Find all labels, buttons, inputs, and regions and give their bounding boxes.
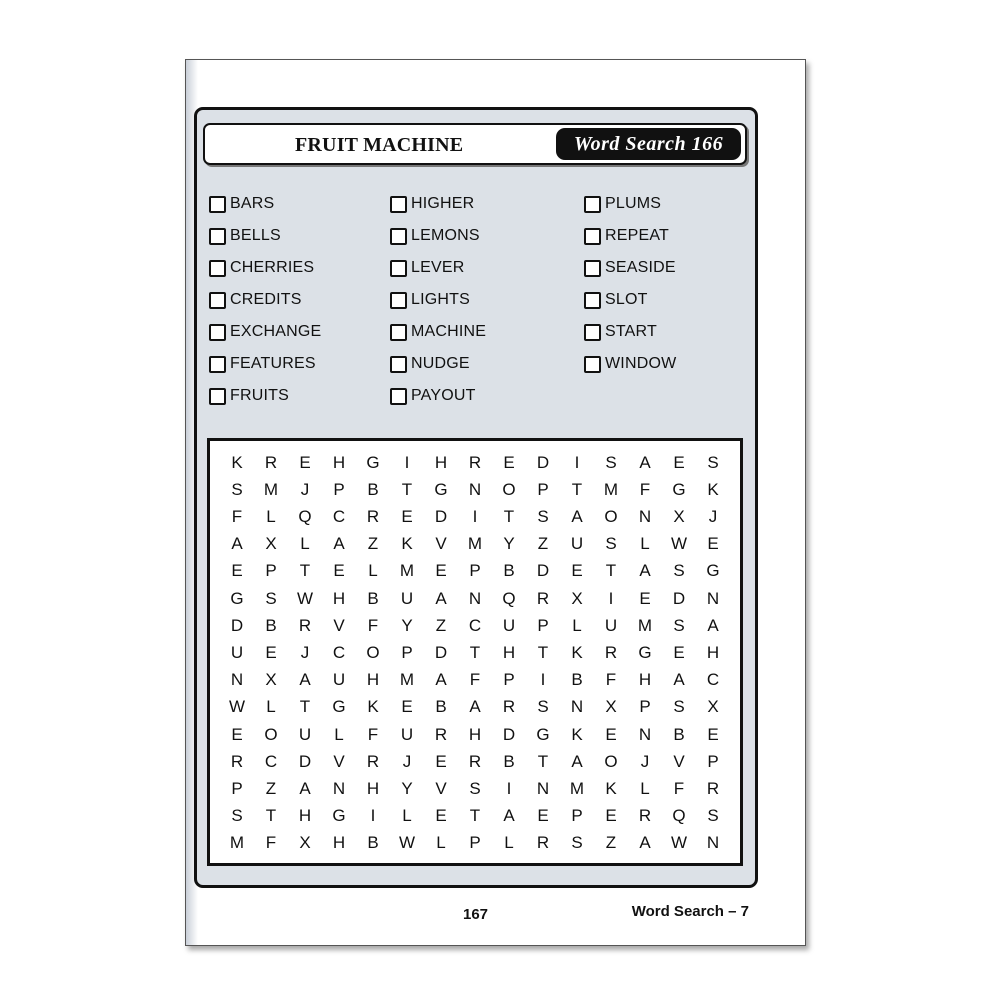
word-label: LEVER: [411, 259, 465, 276]
grid-letter[interactable]: J: [708, 506, 718, 526]
grid-letter[interactable]: D: [230, 615, 244, 635]
grid-letter[interactable]: F: [367, 615, 379, 635]
puzzle-number-badge: Word Search 166: [556, 128, 741, 160]
word-checkbox[interactable]: [584, 228, 601, 245]
grid-letter[interactable]: F: [367, 724, 379, 744]
grid-letter[interactable]: H: [638, 670, 652, 690]
grid-letter[interactable]: M: [467, 534, 483, 554]
grid-letter[interactable]: T: [401, 479, 413, 499]
grid-letter[interactable]: L: [266, 506, 276, 526]
word-item: [390, 316, 486, 348]
grid-letter[interactable]: L: [300, 534, 310, 554]
word-item: [390, 348, 486, 380]
grid-letter[interactable]: E: [435, 751, 447, 771]
grid-letter[interactable]: N: [536, 778, 550, 798]
grid-letter[interactable]: E: [503, 452, 515, 472]
grid-letter[interactable]: H: [502, 642, 516, 662]
grid-letter[interactable]: M: [399, 670, 415, 690]
grid-letter[interactable]: A: [503, 806, 515, 826]
grid-letter[interactable]: B: [367, 479, 379, 499]
grid-letter[interactable]: N: [230, 670, 244, 690]
grid-letter[interactable]: A: [639, 452, 651, 472]
grid-letter[interactable]: Y: [401, 615, 413, 635]
word-item: [209, 188, 321, 220]
book-page: [185, 59, 806, 946]
word-item: [390, 252, 486, 284]
grid-letter[interactable]: Q: [502, 588, 516, 608]
word-checkbox[interactable]: [390, 388, 407, 405]
word-item: [209, 380, 321, 412]
grid-letter[interactable]: V: [435, 534, 447, 554]
grid-letter[interactable]: S: [469, 778, 481, 798]
grid-letter[interactable]: V: [435, 778, 447, 798]
word-label: SLOT: [605, 291, 648, 308]
grid-letter[interactable]: T: [503, 506, 515, 526]
grid-letter[interactable]: D: [536, 452, 550, 472]
grid-letter[interactable]: H: [434, 452, 448, 472]
grid-letter[interactable]: B: [503, 561, 515, 581]
grid-letter[interactable]: G: [706, 561, 720, 581]
grid-letter[interactable]: A: [469, 697, 481, 717]
grid-letter[interactable]: S: [231, 806, 243, 826]
grid-letter[interactable]: F: [639, 479, 651, 499]
grid-letter[interactable]: E: [231, 561, 243, 581]
grid-letter[interactable]: Z: [605, 833, 617, 853]
grid-letter[interactable]: G: [638, 642, 652, 662]
grid-letter[interactable]: R: [366, 506, 380, 526]
word-item: [209, 252, 321, 284]
grid-letter[interactable]: H: [366, 670, 380, 690]
word-label: START: [605, 323, 657, 340]
grid-letter[interactable]: N: [332, 778, 346, 798]
grid-letter[interactable]: W: [296, 588, 314, 608]
word-column-1: [209, 188, 321, 412]
grid-letter[interactable]: N: [468, 479, 482, 499]
grid-letter[interactable]: R: [298, 615, 312, 635]
grid-letter[interactable]: R: [536, 833, 550, 853]
grid-letter[interactable]: P: [401, 642, 413, 662]
grid-letter[interactable]: E: [401, 506, 413, 526]
grid-letter[interactable]: I: [404, 452, 410, 472]
grid-letter[interactable]: D: [434, 642, 448, 662]
word-item: [209, 316, 321, 348]
grid-letter[interactable]: V: [333, 615, 345, 635]
grid-letter[interactable]: X: [265, 670, 277, 690]
grid-letter[interactable]: H: [468, 724, 482, 744]
grid-letter[interactable]: S: [537, 506, 549, 526]
word-item: [209, 284, 321, 316]
grid-letter[interactable]: W: [670, 833, 688, 853]
word-checkbox[interactable]: [209, 292, 226, 309]
grid-letter[interactable]: S: [673, 697, 685, 717]
grid-letter[interactable]: L: [504, 833, 514, 853]
word-checkbox[interactable]: [209, 260, 226, 277]
grid-letter[interactable]: U: [570, 534, 584, 554]
grid-letter[interactable]: P: [469, 833, 481, 853]
grid-letter[interactable]: P: [571, 806, 583, 826]
grid-letter[interactable]: R: [230, 751, 244, 771]
grid-letter[interactable]: M: [637, 615, 653, 635]
grid-letter[interactable]: A: [673, 670, 685, 690]
grid-letter[interactable]: E: [435, 806, 447, 826]
grid-letter[interactable]: X: [673, 506, 685, 526]
grid-letter[interactable]: T: [537, 642, 549, 662]
letter-grid: [207, 438, 743, 866]
grid-letter[interactable]: U: [298, 724, 312, 744]
grid-letter[interactable]: L: [572, 615, 582, 635]
word-checkbox[interactable]: [584, 196, 601, 213]
grid-letter[interactable]: U: [230, 642, 244, 662]
word-label: FRUITS: [230, 387, 289, 404]
grid-letter[interactable]: R: [264, 452, 278, 472]
grid-letter[interactable]: I: [574, 452, 580, 472]
grid-letter[interactable]: Y: [503, 534, 515, 554]
grid-letter[interactable]: W: [228, 697, 246, 717]
word-label: CHERRIES: [230, 259, 315, 276]
grid-letter[interactable]: A: [707, 615, 719, 635]
word-checkbox[interactable]: [209, 196, 226, 213]
word-item: [390, 380, 486, 412]
grid-letter[interactable]: I: [472, 506, 478, 526]
grid-letter[interactable]: T: [299, 561, 311, 581]
grid-letter[interactable]: O: [604, 506, 618, 526]
grid-letter[interactable]: K: [571, 724, 583, 744]
grid-letter[interactable]: P: [503, 670, 515, 690]
word-label: MACHINE: [411, 323, 487, 340]
grid-letter[interactable]: T: [537, 751, 549, 771]
grid-letter[interactable]: E: [333, 561, 345, 581]
grid-letter[interactable]: E: [639, 588, 651, 608]
grid-letter[interactable]: A: [299, 778, 311, 798]
grid-letter[interactable]: L: [436, 833, 446, 853]
grid-letter[interactable]: E: [707, 534, 719, 554]
grid-letter[interactable]: I: [506, 778, 512, 798]
word-item: [584, 284, 676, 316]
grid-letter[interactable]: C: [706, 670, 720, 690]
grid-letter[interactable]: T: [571, 479, 583, 499]
word-label: WINDOW: [605, 355, 677, 372]
grid-letter[interactable]: C: [332, 506, 346, 526]
grid-letter[interactable]: Z: [435, 615, 447, 635]
grid-letter[interactable]: J: [300, 642, 310, 662]
grid-letter[interactable]: T: [605, 561, 617, 581]
grid-letter[interactable]: N: [468, 588, 482, 608]
word-item: [390, 188, 486, 220]
grid-letter[interactable]: X: [265, 534, 277, 554]
grid-letter[interactable]: R: [502, 697, 516, 717]
word-item: [390, 220, 486, 252]
grid-letter[interactable]: E: [673, 642, 685, 662]
word-checkbox[interactable]: [390, 260, 407, 277]
grid-letter[interactable]: P: [469, 561, 481, 581]
word-checkbox[interactable]: [584, 292, 601, 309]
grid-letter[interactable]: E: [707, 724, 719, 744]
word-label: FEATURES: [230, 355, 316, 372]
grid-letter[interactable]: S: [707, 806, 719, 826]
word-item: [584, 220, 676, 252]
grid-letter[interactable]: L: [368, 561, 378, 581]
grid-letter[interactable]: X: [571, 588, 583, 608]
grid-letter[interactable]: T: [265, 806, 277, 826]
grid-letter[interactable]: M: [399, 561, 415, 581]
word-checkbox[interactable]: [390, 196, 407, 213]
grid-letter[interactable]: G: [366, 452, 380, 472]
word-item: [584, 316, 676, 348]
grid-letter[interactable]: J: [402, 751, 412, 771]
grid-letter[interactable]: G: [672, 479, 686, 499]
grid-letter[interactable]: F: [265, 833, 277, 853]
word-label: PAYOUT: [411, 387, 476, 404]
grid-letter[interactable]: Q: [298, 506, 312, 526]
grid-letter[interactable]: B: [435, 697, 447, 717]
grid-letter[interactable]: I: [540, 670, 546, 690]
word-checkbox[interactable]: [584, 260, 601, 277]
grid-letter[interactable]: W: [670, 534, 688, 554]
grid-letter[interactable]: X: [605, 697, 617, 717]
word-item: [584, 348, 676, 380]
word-checkbox[interactable]: [584, 324, 601, 341]
grid-letter[interactable]: R: [638, 806, 652, 826]
word-label: BARS: [230, 195, 275, 212]
grid-letter[interactable]: K: [231, 452, 243, 472]
grid-letter[interactable]: A: [231, 534, 243, 554]
grid-letter[interactable]: A: [639, 833, 651, 853]
book-title: Word Search – 7: [631, 903, 749, 920]
grid-letter[interactable]: N: [706, 833, 720, 853]
grid-letter[interactable]: D: [672, 588, 686, 608]
word-checkbox[interactable]: [390, 292, 407, 309]
grid-letter[interactable]: A: [571, 751, 583, 771]
grid-letter[interactable]: E: [265, 642, 277, 662]
puzzle-panel: [194, 107, 758, 888]
word-item: [584, 252, 676, 284]
word-item: [584, 188, 676, 220]
grid-letter[interactable]: X: [299, 833, 311, 853]
word-column-3: [584, 188, 676, 380]
grid-letter[interactable]: S: [605, 534, 617, 554]
title-bar: [203, 123, 747, 165]
grid-letter[interactable]: J: [640, 751, 650, 771]
grid-letter[interactable]: R: [706, 778, 720, 798]
grid-letter[interactable]: O: [604, 751, 618, 771]
grid-letter[interactable]: P: [707, 751, 719, 771]
grid-letter[interactable]: S: [571, 833, 583, 853]
grid-letter[interactable]: C: [332, 642, 346, 662]
grid-letter[interactable]: E: [435, 561, 447, 581]
grid-letter[interactable]: T: [469, 806, 481, 826]
grid-letter[interactable]: A: [299, 670, 311, 690]
grid-letter[interactable]: U: [400, 588, 414, 608]
grid-letter[interactable]: V: [333, 751, 345, 771]
grid-letter[interactable]: H: [298, 806, 312, 826]
grid-letter[interactable]: K: [605, 778, 617, 798]
grid-letter[interactable]: S: [605, 452, 617, 472]
grid-letter[interactable]: H: [366, 778, 380, 798]
grid-letter[interactable]: E: [231, 724, 243, 744]
grid-letter[interactable]: O: [502, 479, 516, 499]
grid-letter[interactable]: G: [332, 697, 346, 717]
word-label: REPEAT: [605, 227, 670, 244]
grid-letter[interactable]: E: [605, 724, 617, 744]
grid-letter[interactable]: A: [639, 561, 651, 581]
grid-letter[interactable]: G: [332, 806, 346, 826]
word-checkbox[interactable]: [209, 356, 226, 373]
grid-letter[interactable]: W: [398, 833, 416, 853]
grid-letter[interactable]: I: [370, 806, 376, 826]
grid-letter[interactable]: T: [299, 697, 311, 717]
grid-letter[interactable]: P: [333, 479, 345, 499]
grid-letter[interactable]: F: [469, 670, 481, 690]
word-column-2: [390, 188, 486, 412]
page-number: 167: [463, 906, 489, 923]
grid-letter[interactable]: U: [400, 724, 414, 744]
grid-letter[interactable]: Z: [265, 778, 277, 798]
grid-letter[interactable]: Z: [367, 534, 379, 554]
grid-letter[interactable]: C: [264, 751, 278, 771]
grid-letter[interactable]: L: [640, 534, 650, 554]
word-checkbox[interactable]: [209, 388, 226, 405]
word-checkbox[interactable]: [584, 356, 601, 373]
grid-letter[interactable]: K: [571, 642, 583, 662]
grid-letter[interactable]: L: [266, 697, 276, 717]
grid-letter[interactable]: A: [435, 588, 447, 608]
grid-letter[interactable]: B: [571, 670, 583, 690]
word-item: [209, 348, 321, 380]
word-checkbox[interactable]: [209, 324, 226, 341]
grid-letter[interactable]: L: [402, 806, 412, 826]
grid-letter[interactable]: R: [468, 452, 482, 472]
grid-letter[interactable]: Y: [401, 778, 413, 798]
grid-letter[interactable]: N: [638, 724, 652, 744]
grid-letter[interactable]: N: [706, 588, 720, 608]
word-checkbox[interactable]: [209, 228, 226, 245]
grid-letter[interactable]: E: [537, 806, 549, 826]
grid-letter[interactable]: S: [673, 561, 685, 581]
grid-letter[interactable]: E: [401, 697, 413, 717]
grid-letter[interactable]: P: [537, 615, 549, 635]
grid-letter[interactable]: E: [673, 452, 685, 472]
grid-letter[interactable]: T: [469, 642, 481, 662]
grid-letter[interactable]: G: [230, 588, 244, 608]
grid-letter[interactable]: F: [605, 670, 617, 690]
grid-letter[interactable]: O: [264, 724, 278, 744]
grid-letter[interactable]: R: [536, 588, 550, 608]
word-checkbox[interactable]: [390, 324, 407, 341]
grid-letter[interactable]: R: [366, 751, 380, 771]
grid-letter[interactable]: L: [640, 778, 650, 798]
grid-letter[interactable]: P: [639, 697, 651, 717]
grid-letter[interactable]: M: [569, 778, 585, 798]
grid-letter[interactable]: D: [298, 751, 312, 771]
grid-letter[interactable]: L: [334, 724, 344, 744]
word-checkbox[interactable]: [390, 228, 407, 245]
grid-letter[interactable]: S: [537, 697, 549, 717]
word-label: EXCHANGE: [230, 323, 322, 340]
grid-letter[interactable]: S: [673, 615, 685, 635]
grid-letter[interactable]: U: [604, 615, 618, 635]
grid-letter[interactable]: O: [366, 642, 380, 662]
grid-letter[interactable]: D: [434, 506, 448, 526]
grid-letter[interactable]: M: [263, 479, 279, 499]
word-label: LIGHTS: [411, 291, 470, 308]
grid-letter[interactable]: K: [367, 697, 379, 717]
grid-letter[interactable]: E: [571, 561, 583, 581]
grid-letter[interactable]: A: [571, 506, 583, 526]
puzzle-title: FRUIT MACHINE: [295, 134, 464, 156]
word-label: HIGHER: [411, 195, 475, 212]
grid-letter[interactable]: U: [502, 615, 516, 635]
grid-letter[interactable]: S: [265, 588, 277, 608]
grid-letter[interactable]: M: [603, 479, 619, 499]
word-checkbox[interactable]: [390, 356, 407, 373]
grid-letter[interactable]: R: [604, 642, 618, 662]
grid-letter[interactable]: J: [300, 479, 310, 499]
grid-letter[interactable]: D: [502, 724, 516, 744]
grid-letter[interactable]: K: [401, 534, 413, 554]
word-item: [209, 220, 321, 252]
word-label: BELLS: [230, 227, 281, 244]
grid-letter[interactable]: H: [332, 452, 346, 472]
word-label: LEMONS: [411, 227, 480, 244]
grid-letter[interactable]: P: [265, 561, 277, 581]
grid-letter[interactable]: E: [605, 806, 617, 826]
word-label: PLUMS: [605, 195, 662, 212]
grid-letter[interactable]: V: [673, 751, 685, 771]
grid-letter[interactable]: M: [229, 833, 245, 853]
grid-letter[interactable]: S: [707, 452, 719, 472]
grid-letter[interactable]: G: [536, 724, 550, 744]
grid-letter[interactable]: P: [231, 778, 243, 798]
grid-letter[interactable]: N: [638, 506, 652, 526]
grid-letter[interactable]: B: [503, 751, 515, 771]
word-item: [390, 284, 486, 316]
grid-letter[interactable]: R: [468, 751, 482, 771]
grid-letter[interactable]: N: [570, 697, 584, 717]
word-list: [209, 188, 739, 408]
word-label: SEASIDE: [605, 259, 676, 276]
grid-letter[interactable]: E: [299, 452, 311, 472]
grid-letter[interactable]: H: [706, 642, 720, 662]
grid-letter[interactable]: B: [265, 615, 277, 635]
grid-letter[interactable]: C: [468, 615, 482, 635]
grid-letter[interactable]: H: [332, 833, 346, 853]
grid-letter[interactable]: I: [608, 588, 614, 608]
word-label: NUDGE: [411, 355, 470, 372]
grid-letter[interactable]: F: [231, 506, 243, 526]
grid-letter[interactable]: B: [367, 833, 379, 853]
grid-letter[interactable]: A: [333, 534, 345, 554]
grid-letter[interactable]: R: [434, 724, 448, 744]
grid-letter[interactable]: K: [707, 479, 719, 499]
grid-letter[interactable]: F: [673, 778, 685, 798]
grid-letter[interactable]: U: [332, 670, 346, 690]
grid-letter[interactable]: B: [673, 724, 685, 744]
word-label: CREDITS: [230, 291, 302, 308]
grid-letter[interactable]: D: [536, 561, 550, 581]
grid-letter[interactable]: P: [537, 479, 549, 499]
grid-letter[interactable]: B: [367, 588, 379, 608]
grid-letter[interactable]: X: [707, 697, 719, 717]
grid-letter[interactable]: S: [231, 479, 243, 499]
grid-letter[interactable]: Q: [672, 806, 686, 826]
letter-grid-cells: [218, 449, 732, 857]
grid-letter[interactable]: A: [435, 670, 447, 690]
grid-letter[interactable]: Z: [537, 534, 549, 554]
grid-letter[interactable]: G: [434, 479, 448, 499]
grid-letter[interactable]: H: [332, 588, 346, 608]
